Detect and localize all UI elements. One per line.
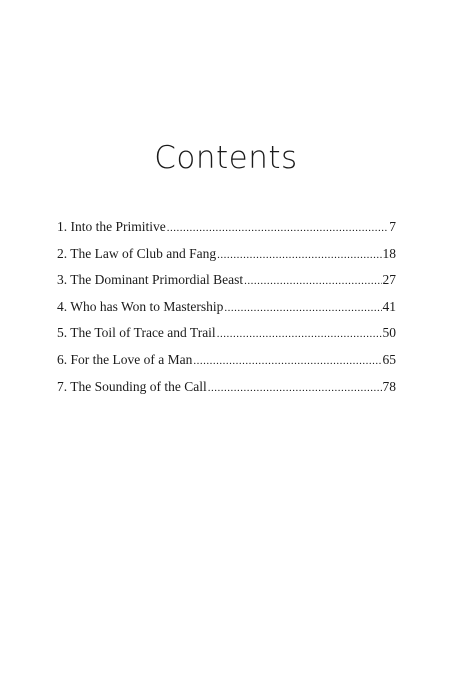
toc-entry-title: 7. The Sounding of the Call	[57, 378, 207, 394]
contents-title: Contents	[154, 140, 298, 176]
dot-leader	[193, 355, 381, 367]
toc-entry-page-number: 41	[382, 298, 396, 314]
toc-entry-page-number: 78	[382, 378, 396, 394]
toc-entry-title: 1. Into the Primitive	[57, 219, 166, 234]
toc-entry	[57, 219, 396, 246]
toc-entry-title: 5. The Toil of Trace and Trail	[57, 325, 216, 341]
toc-entry-title: 6. For the Love of a Man	[57, 351, 193, 367]
toc-entry	[57, 352, 396, 379]
table-of-contents	[57, 219, 396, 405]
toc-entry-title: 2. The Law of Club and Fang	[57, 245, 217, 261]
toc-entry	[57, 272, 396, 299]
toc-entry-page-number: 18	[382, 245, 396, 261]
toc-entry-page-number: 50	[382, 325, 396, 341]
dot-leader	[217, 249, 381, 261]
dot-leader	[224, 302, 381, 314]
dot-leader	[167, 222, 389, 234]
toc-entry	[57, 325, 396, 352]
toc-entry	[57, 246, 396, 273]
toc-entry-page-number: 27	[382, 272, 396, 288]
toc-entry-page-number: 65	[382, 351, 396, 367]
dot-leader	[244, 275, 381, 287]
toc-entry	[57, 379, 396, 406]
toc-entry-title: 3. The Dominant Primordial Beast	[57, 272, 244, 288]
toc-entry-title: 4. Who has Won to Mastership	[57, 298, 224, 314]
toc-entry-page-number: 7	[389, 219, 396, 234]
toc-entry	[57, 299, 396, 326]
dot-leader	[208, 382, 382, 394]
dot-leader	[217, 328, 382, 340]
